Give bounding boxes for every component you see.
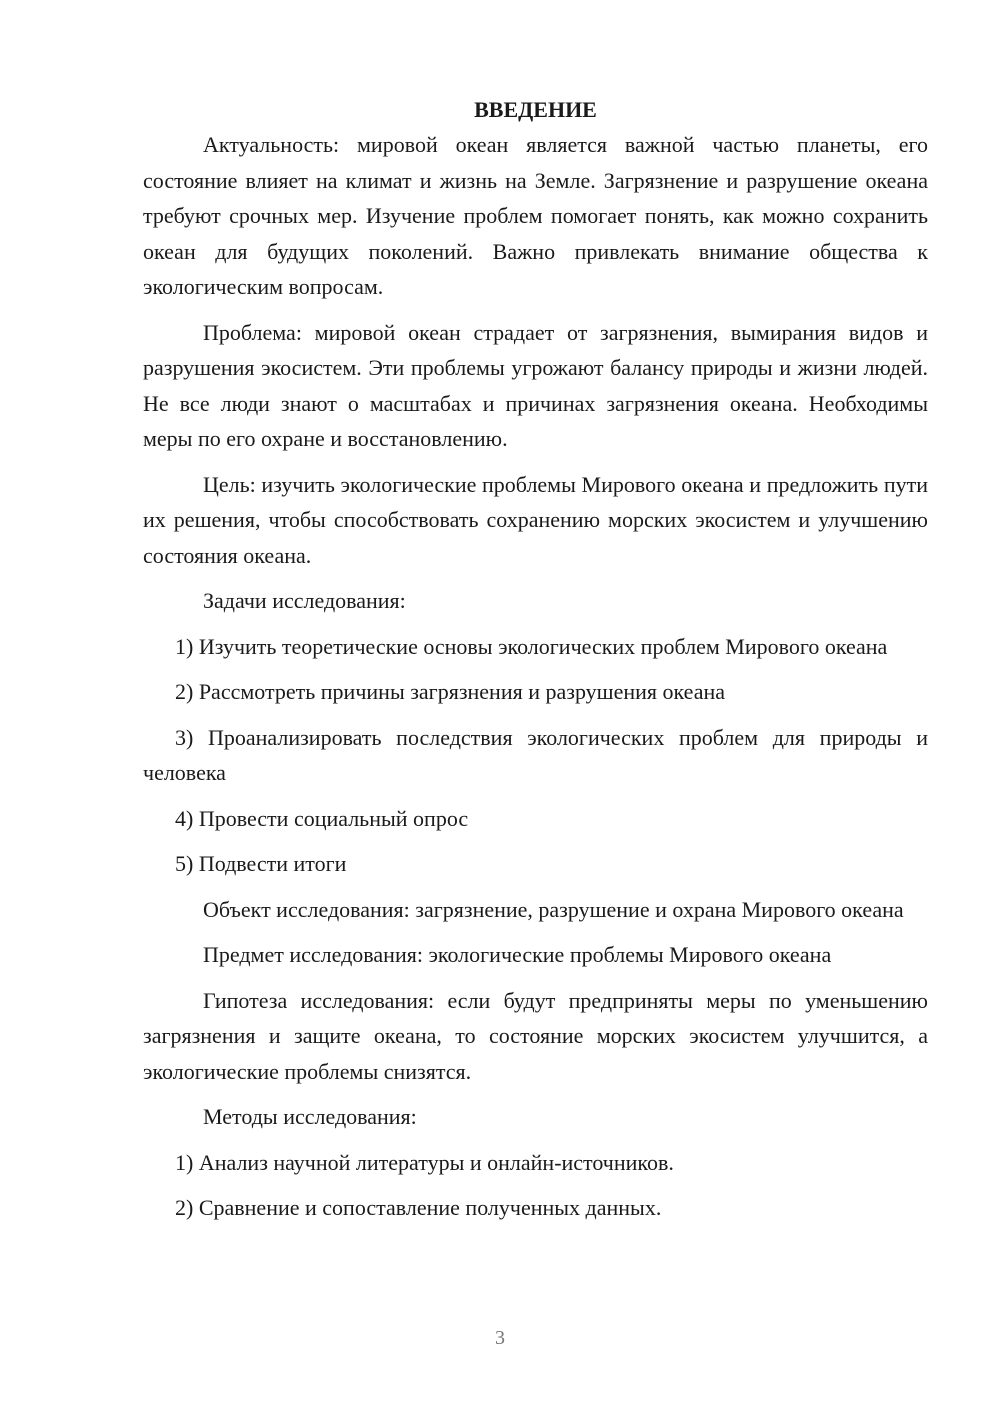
- page-title: ВВЕДЕНИЕ: [474, 97, 597, 122]
- list-item-method-1: 1) Анализ научной литературы и онлайн-источников.: [175, 1149, 674, 1175]
- paragraph-tasks-heading: Задачи исследования:: [203, 588, 406, 613]
- list-item-task-2: 2) Рассмотреть причины загрязнения и разрушения океана: [175, 679, 725, 704]
- page-number: 3: [495, 1327, 505, 1349]
- paragraph-methods-heading: Методы исследования:: [203, 1104, 417, 1129]
- paragraph-goal: Цель: изучить экологические проблемы Мирового океана и предложить пути их решения, чтобы способствовать сохранению морских экосистем и улучшению состояния океана.: [143, 471, 928, 568]
- paragraph-object: Объект исследования: загрязнение, разрушение и охрана Мирового океана: [203, 896, 904, 922]
- list-item-task-5: 5) Подвести итоги: [175, 851, 347, 876]
- list-item-task-4: 4) Провести социальный опрос: [175, 805, 469, 831]
- list-item-task-1: 1) Изучить теоретические основы экологических проблем Мирового океана: [175, 633, 888, 659]
- document-page: [143, 92, 928, 1236]
- paragraph-subject: Предмет исследования: экологические проблемы Мирового океана: [203, 942, 832, 967]
- paragraph-relevance: Актуальность: мировой океан является важной частью планеты, его состояние влияет на климат и жизнь на Земле. Загрязнение и разрушение океана требуют срочных мер. Изучение проблем помогает понять, как можно сохранить океан для будущих поколений. Важно привлекать внимание общества к экологическим вопросам.: [143, 132, 928, 299]
- list-item-method-2: 2) Сравнение и сопоставление полученных данных.: [175, 1195, 662, 1220]
- list-item-task-3: 3) Проанализировать последствия экологических проблем для природы и человека: [143, 724, 928, 785]
- paragraph-problem: Проблема: мировой океан страдает от загрязнения, вымирания видов и разрушения экосистем. Эти проблемы угрожают балансу природы и жизни людей. Не все люди знают о масштабах и причинах загрязнения океана. Необходимы меры по его охране и восстановлению.: [143, 319, 928, 451]
- paragraph-hypothesis: Гипотеза исследования: если будут предприняты меры по уменьшению загрязнения и защите океана, то состояние морских экосистем улучшится, а экологические проблемы снизятся.: [143, 987, 928, 1084]
